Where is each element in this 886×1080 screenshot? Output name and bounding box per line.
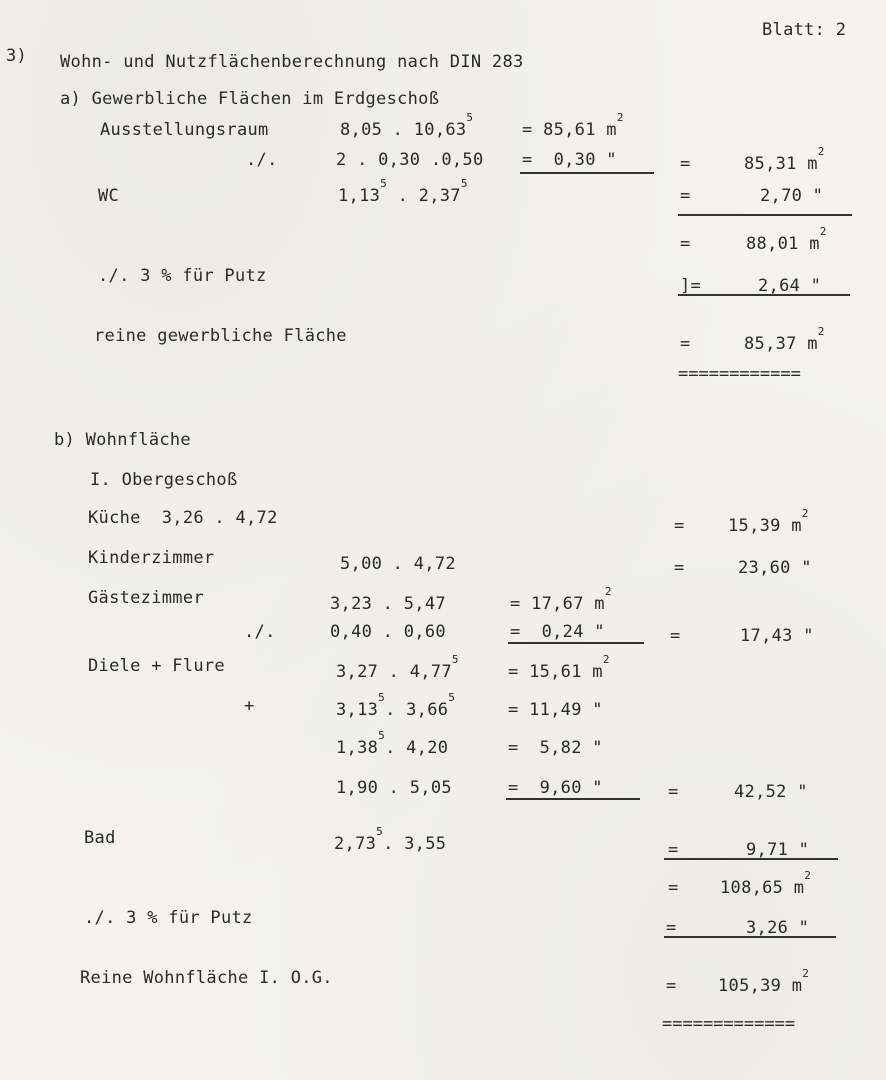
a-net-total: 85,37 $m^2$: [744, 325, 825, 354]
b-sum-equals: =: [668, 878, 679, 898]
b-net-label: Reine Wohnfläche I. O.G.: [80, 968, 333, 988]
b-diele2-result: = 11,49 ": [508, 700, 603, 720]
b-diele3-result: = 5,82 ": [508, 738, 603, 758]
a-sum-equals: =: [680, 234, 691, 254]
b-diele-equals: =: [668, 782, 679, 802]
b-putz-total: 3,26 ": [746, 918, 810, 938]
b-bad-equals: =: [668, 840, 679, 860]
b-kueche-total: 15,39 $m^2$: [728, 507, 809, 536]
a-row1-formula: 8,05 . 10,63$^5$: [340, 111, 474, 140]
a-putz-underline: [678, 294, 850, 296]
a-row3-underline: [678, 214, 852, 216]
b-diele3-formula: 1,38$^5$. 4,20: [336, 729, 449, 758]
b-diele1-result: = 15,61 $m^2$: [508, 653, 610, 682]
b-bad-underline: [664, 858, 838, 860]
b-diele-label: Diele + Flure: [88, 656, 225, 676]
b-net-equals: =: [666, 976, 677, 996]
b-sum-total: 108,65 $m^2$: [720, 869, 812, 898]
a-row2-label: ./.: [246, 150, 278, 170]
b-diele1-formula: 3,27 . 4,77$^5$: [336, 653, 459, 682]
a-row1-result: = 85,61 $m^2$: [522, 111, 624, 140]
b-diele2-formula: 3,13$^5$. 3,66$^5$: [336, 691, 456, 720]
section-b-heading: b) Wohnfläche: [54, 430, 191, 450]
b-gaeste-result: = 17,67 $m^2$: [510, 585, 612, 614]
b-kinder-total: 23,60 ": [738, 558, 812, 578]
a-row2-equals: =: [680, 154, 691, 174]
b-kueche-equals: =: [674, 516, 685, 536]
document-title: Wohn- und Nutzflächenberechnung nach DIN 283: [60, 52, 524, 72]
a-row3-equals: =: [680, 186, 691, 206]
b-gaeste-minus-underline: [508, 642, 644, 644]
a-row3-label: WC: [98, 186, 120, 206]
b-net-total: 105,39 $m^2$: [718, 967, 810, 996]
b-gaeste-total: 17,43 ": [740, 626, 814, 646]
b-diele2-plus: +: [244, 696, 255, 716]
a-row2-result: = 0,30 ": [522, 150, 617, 170]
sheet-number: Blatt: 2: [762, 20, 847, 40]
b-bad-formula: 2,73$^5$. 3,55: [334, 825, 447, 854]
a-putz-label: ./. 3 % für Putz: [98, 266, 267, 286]
a-sum-total: 88,01 $m^2$: [746, 225, 827, 254]
b-kueche-label: Küche 3,26 . 4,72: [88, 508, 278, 528]
b-double-rule: =============: [662, 1014, 796, 1034]
a-row3-formula: 1,13$^5$ . 2,37$^5$: [338, 177, 468, 206]
a-row1-label: Ausstellungsraum: [100, 120, 269, 140]
b-bad-total: 9,71 ": [746, 840, 810, 860]
b-gaeste-equals: =: [670, 626, 681, 646]
a-row2-total: 85,31 $m^2$: [744, 145, 825, 174]
a-row2-formula: 2 . 0,30 .0,50: [336, 150, 484, 170]
b-gaeste-minus-result: = 0,24 ": [510, 622, 605, 642]
b-putz-underline: [664, 936, 836, 938]
a-net-label: reine gewerbliche Fläche: [94, 326, 347, 346]
b-kinder-equals: =: [674, 558, 685, 578]
b-kinder-label: Kinderzimmer: [88, 548, 215, 568]
a-putz-equals: ]=: [680, 276, 702, 296]
a-putz-total: 2,64 ": [758, 276, 822, 296]
b-gaeste-minus-formula: 0,40 . 0,60: [330, 622, 446, 642]
b-diele4-result: = 9,60 ": [508, 778, 603, 798]
a-row3-total: 2,70 ": [760, 186, 824, 206]
b-diele4-underline: [506, 798, 640, 800]
b-diele4-formula: 1,90 . 5,05: [336, 778, 452, 798]
b-gaeste-formula: 3,23 . 5,47: [330, 594, 446, 614]
b-diele-total: 42,52 ": [734, 782, 808, 802]
b-gaeste-minus-label: ./.: [244, 622, 276, 642]
a-net-equals: =: [680, 334, 691, 354]
b-kinder-formula: 5,00 . 4,72: [340, 554, 456, 574]
b-putz-equals: =: [666, 918, 677, 938]
a-double-rule: ============: [678, 364, 801, 384]
a-row2-underline: [520, 172, 654, 174]
section-number: 3): [6, 46, 28, 66]
b-putz-label: ./. 3 % für Putz: [84, 908, 253, 928]
section-a-heading: a) Gewerbliche Flächen im Erdgeschoß: [60, 89, 440, 109]
b-gaeste-label: Gästezimmer: [88, 588, 204, 608]
b-bad-label: Bad: [84, 828, 116, 848]
b-floor-heading: I. Obergeschoß: [90, 470, 238, 490]
